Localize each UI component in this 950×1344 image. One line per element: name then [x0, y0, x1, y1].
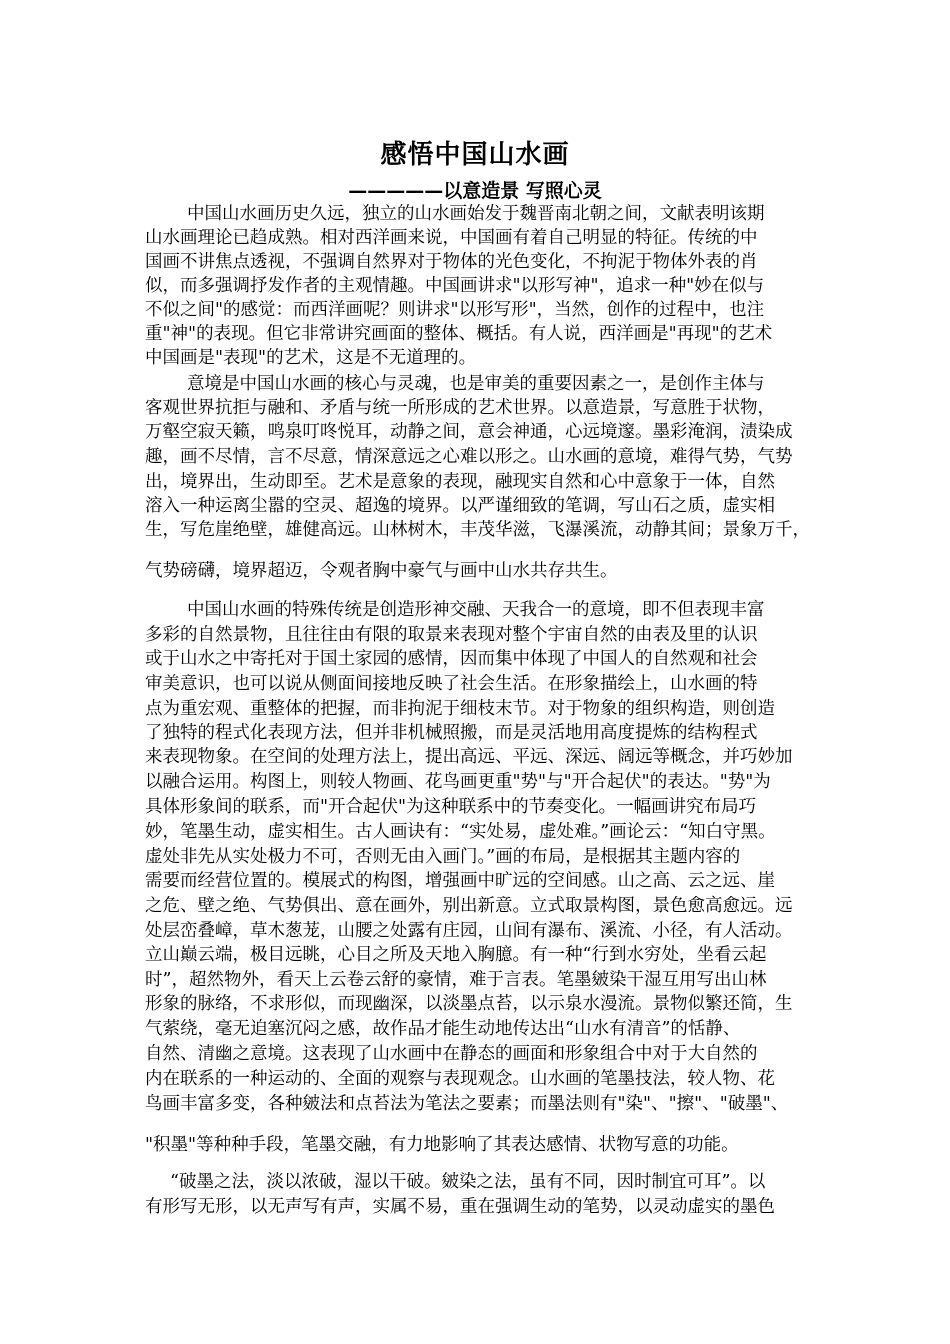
text-line: 意境是中国山水画的核心与灵魂，也是审美的重要因素之一，是创作主体与 — [187, 374, 765, 394]
text-line: 生，写危崖绝壁，雄健高远。山林树木，丰茂华滋，飞瀑溪流，动静其间；景象万千， — [145, 520, 810, 540]
text-line: 形象的脉络，不求形似，而现幽深，以淡墨点苔，以示泉水漫流。景物似繁还简，生 — [145, 994, 793, 1014]
text-line: 客观世界抗拒与融和、矛盾与统一所形成的艺术世界。以意造景，写意胜于状物， — [145, 398, 775, 418]
text-line: 有形写无形，以无声写有声，实属不易，重在强调生动的笔势，以灵动虚实的墨色 — [145, 1197, 775, 1217]
text-line: 似，而多强调抒发作者的主观情趣。中国画讲求"以形写神"，追求一种"妙在似与 — [145, 276, 765, 296]
document-title: 感悟中国山水画 — [380, 140, 570, 170]
text-line: 山水画理论已趋成熟。相对西洋画来说，中国画有着自己明显的特征。传统的中 — [145, 228, 758, 248]
text-line: 了独特的程式化表现方法，但并非机械照搬，而是灵活地用高度提炼的结构程式 — [145, 723, 758, 743]
text-line: 气萦绕，毫无迫塞沉闷之感，故作品才能生动地传达出“山水有清音”的恬静、 — [145, 1019, 741, 1039]
text-line: 立山巅云端，极目远眺，心目之所及天地入胸臆。有一种“行到水穷处，坐看云起 — [145, 945, 767, 965]
text-line: 溶入一种运离尘嚣的空灵、超逸的境界。以严谨细致的笔调，写山石之质，虚实相 — [145, 496, 775, 516]
text-line: "积墨"等种种手段，笔墨交融，有力地影响了其表达感情、状物写意的功能。 — [145, 1135, 739, 1155]
text-line: 或于山水之中寄托对于国土家园的感情，因而集中体现了中国人的自然观和社会 — [145, 649, 758, 669]
text-line: 中国山水画的特殊传统是创造形神交融、天我合一的意境，即不但表现丰富 — [187, 600, 765, 620]
text-line: 自然、清幽之意境。这表现了山水画中在静态的画面和形象组合中对于大自然的 — [145, 1044, 758, 1064]
text-line: “破墨之法，淡以浓破，湿以干破。皴染之法，虽有不同，因时制宜可耳”。以 — [170, 1172, 766, 1192]
text-line: 多彩的自然景物，且往往由有限的取景来表现对整个宇宙自然的由表及里的认识 — [145, 625, 758, 645]
text-line: 内在联系的一种运动的、全面的观察与表现观念。山水画的笔墨技法，较人物、花 — [145, 1069, 775, 1089]
text-line: 处层峦叠嶂，草木葱茏，山腰之处露有庄园，山间有瀑布、溪流、小径，有人活动。 — [145, 921, 793, 941]
text-line: 重"神"的表现。但它非常讲究画面的整体、概括。有人说，西洋画是"再现"的艺术 — [145, 324, 773, 344]
text-line: 妙，笔墨生动，虚实相生。古人画诀有：“实处易，虚处难。”画论云：“知白守黑。 — [145, 822, 776, 842]
text-line: 点为重宏观、重整体的把握，而非拘泥于细枝末节。对于物象的组织构造，则创造 — [145, 699, 775, 719]
document-subtitle: —————以意造景 写照心灵 — [348, 180, 602, 202]
text-line: 中国画是"表现"的艺术，这是不无道理的。 — [145, 348, 477, 368]
text-line: 之危、壁之绝、气势俱出、意在画外，别出新意。立式取景构图，景色愈高愈远。远 — [145, 896, 793, 916]
text-line: 来表现物象。在空间的处理方法上，提出高远、平远、深远、阔远等概念，并巧妙加 — [145, 747, 793, 767]
text-line: 中国山水画历史久远，独立的山水画始发于魏晋南北朝之间，文献表明该期 — [187, 204, 765, 224]
text-line: 需要而经营位置的。模展式的构图，增强画中旷远的空间感。山之高、云之远、崖 — [145, 871, 775, 891]
text-line: 具体形象间的联系，而"开合起伏"为这种联系中的节奏变化。一幅画讲究布局巧 — [145, 797, 757, 817]
text-line: 审美意识，也可以说从侧面间接地反映了社会生活。在形象描绘上，山水画的特 — [145, 674, 758, 694]
text-line: 国画不讲焦点透视，不强调自然界对于物体的光色变化，不拘泥于物体外表的肖 — [145, 252, 758, 272]
text-line: 鸟画丰富多变，各种皴法和点苔法为笔法之要素；而墨法则有"染"、"擦"、"破墨"、 — [145, 1094, 789, 1114]
text-line: 出，境界出，生动即至。艺术是意象的表现，融现实自然和心中意象于一体，自然 — [145, 472, 775, 492]
text-line: 趣，画不尽情，言不尽意，情深意远之心难以形之。山水画的意境，难得气势，气势 — [145, 447, 793, 467]
text-line: 虚处非先从实处极力不可，否则无由入画门。”画的布局，是根据其主题内容的 — [145, 847, 741, 867]
text-line: 不似之间"的感觉：而西洋画呢？则讲求"以形写形"，当然，创作的过程中，也注 — [145, 300, 765, 320]
text-line: 气势磅礴，境界超迈，令观者胸中豪气与画中山水共存共生。 — [145, 561, 618, 581]
text-line: 时”，超然物外，看天上云卷云舒的豪情，难于言表。笔墨皴染干湿互用写出山林 — [145, 970, 767, 990]
text-line: 万壑空寂天籁，鸣泉叮咚悦耳，动静之间，意会神通，心远境邃。墨彩淹润，渍染成 — [145, 422, 793, 442]
text-line: 以融合运用。构图上，则较人物画、花鸟画更重"势"与"开合起伏"的表达。"势"为 — [145, 772, 771, 792]
